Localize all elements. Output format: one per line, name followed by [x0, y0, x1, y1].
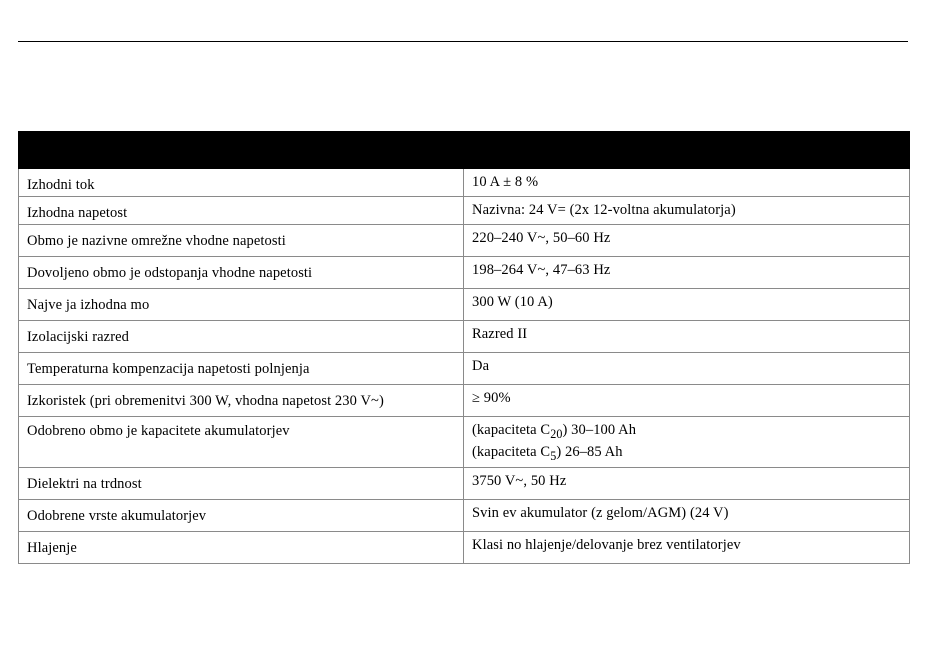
spec-label: Dovoljeno obmo je odstopanja vhodne napetosti — [19, 257, 464, 289]
spec-value: 10 A ± 8 % — [464, 169, 910, 197]
spec-value: ≥ 90% — [464, 385, 910, 417]
spec-label: Temperaturna kompenzacija napetosti polnjenja — [19, 353, 464, 385]
table-row — [19, 417, 910, 468]
spec-label: Obmo je nazivne omrežne vhodne napetosti — [19, 225, 464, 257]
table-header-cell-1 — [19, 132, 464, 169]
spec-label: Izhodni tok — [19, 169, 464, 197]
spec-value: 198–264 V~, 47–63 Hz — [464, 257, 910, 289]
spec-label: Hlajenje — [19, 532, 464, 564]
table-row — [19, 225, 910, 257]
table-row — [19, 289, 910, 321]
spec-label: Izhodna napetost — [19, 197, 464, 225]
spec-label: Odobreno obmo je kapacitete akumulatorjev — [19, 417, 464, 468]
table-row — [19, 385, 910, 417]
spec-value: Da — [464, 353, 910, 385]
table-row — [19, 500, 910, 532]
spec-label: Izkoristek (pri obremenitvi 300 W, vhodna napetost 230 V~) — [19, 385, 464, 417]
capacity-c5-line: (kapaciteta $C_5$) 26–85 Ah — [472, 443, 623, 463]
spec-value: Klasi no hlajenje/delovanje brez ventilatorjev — [464, 532, 910, 564]
specifications-table — [18, 131, 910, 564]
table-row — [19, 197, 910, 225]
table-row — [19, 532, 910, 564]
spec-label: Najve ja izhodna mo — [19, 289, 464, 321]
spec-value: 3750 V~, 50 Hz — [464, 468, 910, 500]
spec-value: Svin ev akumulator (z gelom/AGM) (24 V) — [464, 500, 910, 532]
spec-value — [464, 417, 910, 468]
capacity-c20-line: (kapaciteta $C_{20}$) 30–100 Ah — [472, 422, 637, 441]
table-row — [19, 353, 910, 385]
top-rule — [18, 41, 908, 42]
table-header-cell-2 — [464, 132, 910, 169]
table-row — [19, 257, 910, 289]
spec-value: 220–240 V~, 50–60 Hz — [464, 225, 910, 257]
spec-label: Izolacijski razred — [19, 321, 464, 353]
table-row — [19, 468, 910, 500]
spec-value: Nazivna: 24 V= (2x 12-voltna akumulatorja) — [464, 197, 910, 225]
spec-value: Razred II — [464, 321, 910, 353]
table-header-bar — [19, 132, 910, 169]
table-row — [19, 321, 910, 353]
table-row — [19, 169, 910, 197]
spec-label: Odobrene vrste akumulatorjev — [19, 500, 464, 532]
spec-value: 300 W (10 A) — [464, 289, 910, 321]
spec-label: Dielektri na trdnost — [19, 468, 464, 500]
